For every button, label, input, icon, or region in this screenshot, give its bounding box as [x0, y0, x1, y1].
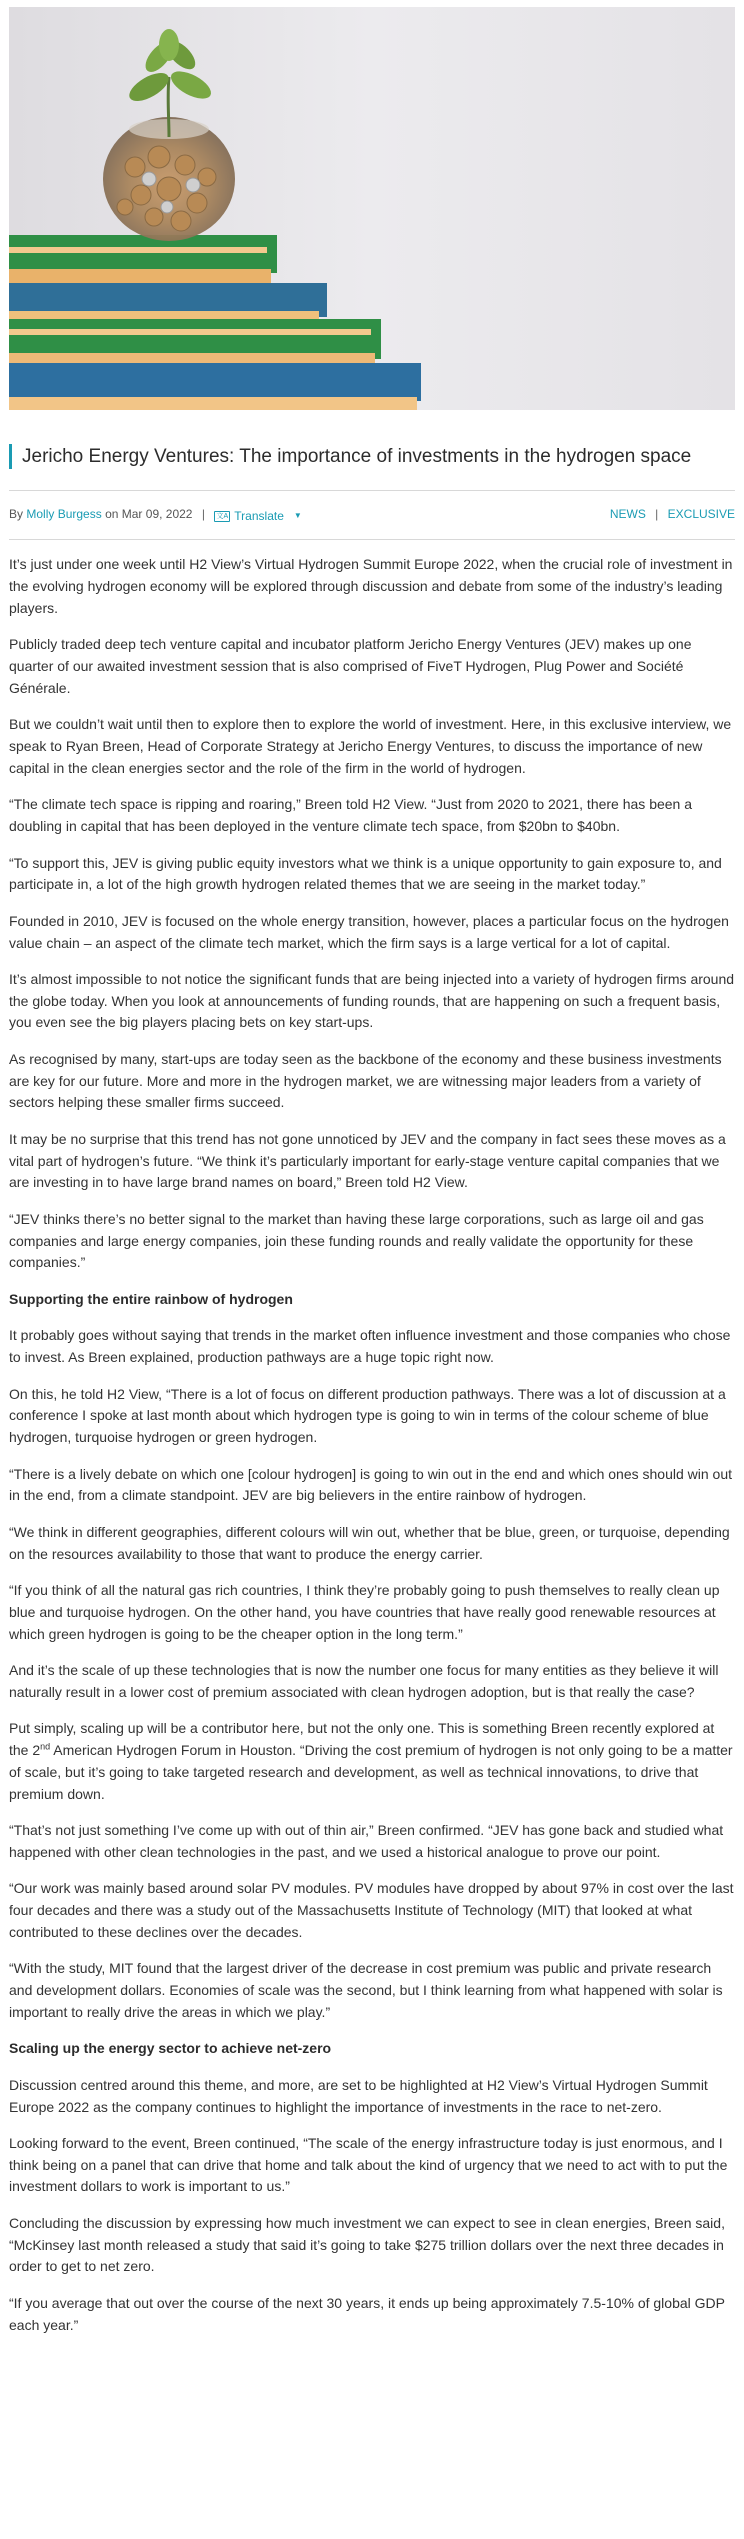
hero-image	[9, 7, 735, 410]
article-body	[9, 554, 735, 2336]
separator: |	[201, 506, 205, 521]
paragraph: On this, he told H2 View, “There is a lot of focus on different production pathways. There was a lot of discussion at a conference I spoke at last month about which hydrogen type is going to win in terms of the colour scheme of blue hydrogen, turquoise hydrogen or green hydrogen.	[9, 1385, 726, 1446]
separator: |	[655, 506, 659, 521]
paragraph: Discussion centred around this theme, and more, are set to be highlighted at H2 View’s Virtual Hydrogen Summit Europe 2022 as the company continues to highlight the importance of investments in the race to net-zero.	[9, 2076, 708, 2115]
translate-icon: 文A	[214, 511, 230, 522]
paragraph: “If you think of all the natural gas rich countries, I think they’re probably going to push themselves to really clean up blue and turquoise hydrogen. On the other hand, you have countries that have really good renewable resources at which green hydrogen is going to be the cheaper option in the long term.”	[9, 1582, 720, 1642]
tag-exclusive[interactable]: EXCLUSIVE	[667, 506, 735, 521]
paragraph-text: American Hydrogen Forum in Houston. “Driving the cost premium of hydrogen is not only going to be a matter of scale, but it’s going to take targeted research and development, as well as technical innovations, to drive that premium down.	[9, 1742, 733, 1802]
paragraph: Founded in 2010, JEV is focused on the whole energy transition, however, places a particular focus on the hydrogen value chain – an aspect of the climate tech market, which the firm says is a large vertical for a lot of capital.	[9, 912, 729, 951]
paragraph: “With the study, MIT found that the largest driver of the decrease in cost premium was public and private research and development dollars. Economies of scale was the second, but I think learning from what happened with solar is important to really drive the areas in which we play.”	[9, 1960, 723, 2020]
article-title: Jericho Energy Ventures: The importance of investments in the hydrogen space	[22, 446, 692, 467]
paragraph: “Our work was mainly based around solar PV modules. PV modules have dropped by about 97% in cost over the last four decades and there was a study out of the Massachusetts Institute of Technology (MIT) that looked at what contributed to these declines over the decades.	[9, 1880, 734, 1940]
paragraph: It probably goes without saying that trends in the market often influence investment and those companies who chose to invest. As Breen explained, production pathways are a huge topic right now.	[9, 1327, 731, 1366]
paragraph: It may be no surprise that this trend has not gone unnoticed by JEV and the company in fact sees these moves as a vital part of hydrogen’s future. “We think it’s particularly important for early-stage venture capital companies that we are investing in to have large brand names on board,” Breen told H2 View.	[9, 1131, 726, 1191]
tag-list	[610, 505, 735, 526]
paragraph: “If you average that out over the course of the next 30 years, it ends up being approximately 7.5-10% of global GDP each year.”	[9, 2295, 725, 2333]
paragraph	[9, 1718, 735, 1805]
section-heading: Supporting the entire rainbow of hydrogen	[9, 1290, 293, 1307]
article-header	[9, 444, 735, 470]
paragraph: And it’s the scale of up these technologies that is now the number one focus for many entities as they believe it will naturally result in a lower cost of premium associated with clean hydrogen adoption, but is that really the case?	[9, 1662, 719, 1700]
paragraph: Looking forward to the event, Breen continued, “The scale of the energy infrastructure today is just enormous, and I think being on a panel that can drive that home and talk about the kind of urgency that we need to act with to put the investment dollars to work is important to us.”	[9, 2135, 728, 2195]
paragraph: “We think in different geographies, different colours will win out, whether that be blue, green, or turquoise, depending on the resources availability to those that want to produce the energy carrier.	[9, 1523, 730, 1562]
paragraph: “To support this, JEV is giving public equity investors what we think is a unique opportunity to gain exposure to, and participate in, a lot of the high growth hydrogen related themes that we are seeing in the market today.”	[9, 854, 722, 893]
superscript: nd	[40, 1741, 51, 1752]
paragraph: As recognised by many, start-ups are today seen as the backbone of the economy and these business investments are key for our future. More and more in the hydrogen market, we are witnessing major leaders from a variety of sectors helping these smaller firms succeed.	[9, 1051, 722, 1111]
tag-news[interactable]: NEWS	[609, 506, 646, 521]
paragraph: It’s almost impossible to not notice the significant funds that are being injected into a variety of hydrogen firms around the globe today. When you look at announcements of funding rounds, that are happening on such a frequent basis, you even see the big players placing bets on key start-ups.	[9, 971, 735, 1031]
paragraph: “The climate tech space is ripping and roaring,” Breen told H2 View. “Just from 2020 to 2021, there has been a doubling in capital that has been deployed in the venture climate tech space, from $20bn to $40bn.	[9, 796, 693, 834]
chevron-down-icon: ▼	[293, 510, 302, 520]
publish-date: Mar 09, 2022	[121, 506, 193, 521]
paragraph: Publicly traded deep tech venture capital and incubator platform Jericho Energy Ventures (JEV) makes up one quarter of our awaited investment session that is also comprised of FiveT Hydrogen, Plug Power and Société Générale.	[9, 636, 692, 696]
author-link[interactable]: Molly Burgess	[26, 506, 102, 521]
date-prefix: on	[105, 506, 119, 521]
paragraph: “There is a lively debate on which one [colour hydrogen] is going to win out in the end and which ones should win out in the end, from a climate standpoint. JEV are big believers in the entire rainbow of hydrogen.	[9, 1465, 733, 1504]
byline	[9, 505, 302, 526]
paragraph: But we couldn’t wait until then to explore then to explore the world of investment. Here, in this exclusive interview, we speak to Ryan Breen, Head of Corporate Strategy at Jericho Energy Ventures, to discuss the importance of new capital in the clean energies sector and the role of the firm in the world of hydrogen.	[9, 716, 732, 776]
article-meta	[9, 505, 735, 526]
divider	[9, 490, 735, 491]
section-heading: Scaling up the energy sector to achieve net-zero	[9, 2040, 332, 2057]
coin-jar-plant-books-photo	[9, 7, 735, 410]
paragraph: It’s just under one week until H2 View’s Virtual Hydrogen Summit Europe 2022, when the crucial role of investment in the evolving hydrogen economy will be explored through discussion and debate from some of the industry’s leading players.	[9, 556, 733, 616]
divider	[9, 539, 735, 540]
translate-button[interactable]	[214, 507, 302, 526]
paragraph: “JEV thinks there’s no better signal to the market than having these large corporations, such as large oil and gas companies and large energy companies, join these funding rounds and really validate the opportunity for these companies.”	[9, 1210, 704, 1271]
paragraph: Concluding the discussion by expressing how much investment we can expect to see in clean energies, Breen said, “McKinsey last month released a study that said it’s going to take $275 trillion dollars over the next three decades in order to get to net zero.	[9, 2215, 725, 2275]
paragraph-text: Put simply, scaling up will be a contributor here, but not the only one. This is something Breen recently explored at the 2	[9, 1720, 715, 1759]
article-page	[0, 7, 744, 2336]
paragraph: “That’s not just something I’ve come up with out of thin air,” Breen confirmed. “JEV has gone back and studied what happened with other clean technologies in the past, and we used a historical analogue to prove our point.	[9, 1822, 724, 1860]
title-accent-bar	[9, 444, 12, 469]
author-prefix: By	[9, 506, 24, 521]
translate-label: Translate	[234, 508, 284, 523]
